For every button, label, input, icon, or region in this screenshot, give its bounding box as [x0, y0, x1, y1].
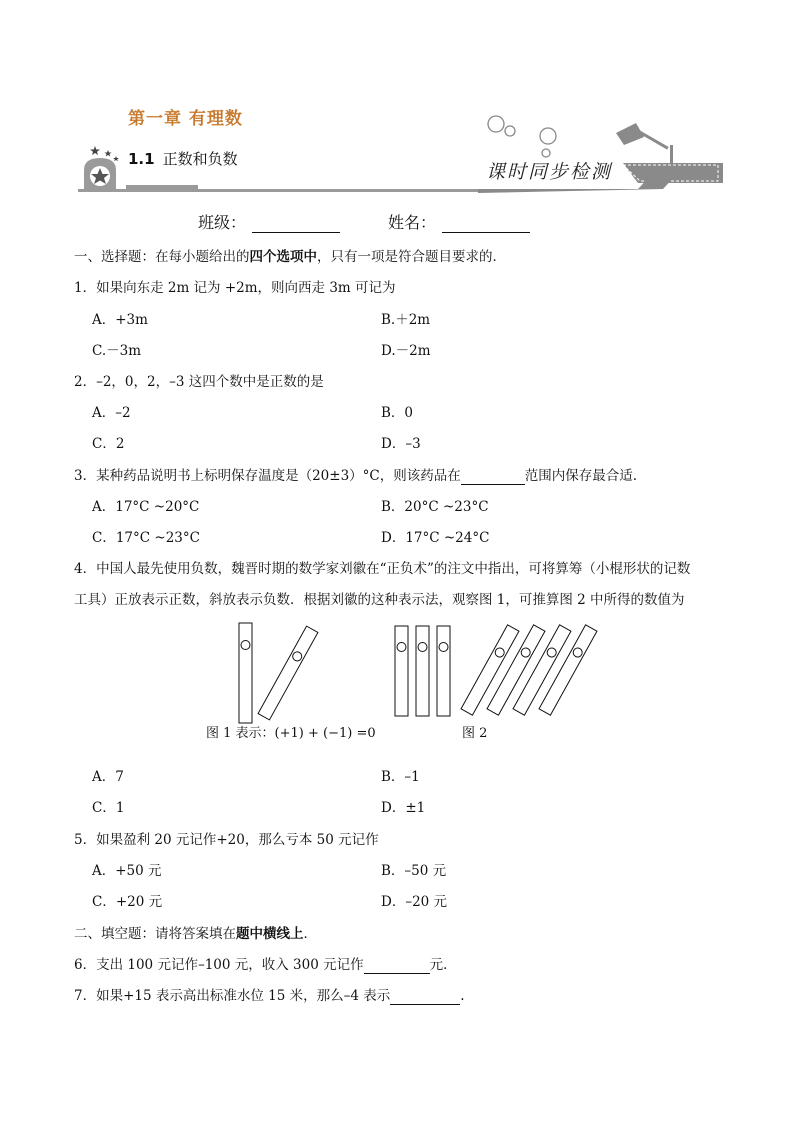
q5-option-b[interactable]: B．–50 元: [381, 863, 447, 879]
question-5-stem: 5．如果盈利 20 元记作+20，那么亏本 50 元记作: [74, 832, 379, 848]
q1-option-b[interactable]: B.＋2m: [381, 312, 431, 328]
name-blank[interactable]: [442, 216, 530, 233]
figure-2-caption: 图 2: [462, 726, 488, 741]
counting-rods-figure: [200, 618, 600, 724]
desk-lamp-icon: [616, 123, 684, 169]
q4-option-b[interactable]: B．–1: [381, 769, 420, 785]
name-label: 姓名：: [388, 213, 437, 232]
section-number: 1.1: [128, 150, 155, 168]
q1-option-a[interactable]: A．+3m: [92, 312, 148, 328]
fig2-slanted-rods: [461, 625, 597, 715]
q4-option-a[interactable]: A．7: [92, 769, 124, 785]
question-4-stem-line2: 工具）正放表示正数，斜放表示负数．根据刘徽的这种表示法，观察图 1，可推算图 2 中所得的数值为: [74, 592, 685, 608]
q4-option-c[interactable]: C．1: [92, 800, 125, 816]
q3-option-b[interactable]: B．20°C ~23°C: [381, 499, 489, 515]
section-title: 正数和负数: [162, 150, 238, 168]
question-4-stem-line1: 4．中国人最先使用负数，魏晋时期的数学家刘徽在“正负术”的注文中指出，可将算筹（小棍形状的记数: [74, 561, 691, 577]
q1-option-c[interactable]: C.－3m: [92, 343, 142, 359]
question-1-stem: 1．如果向东走 2m 记为 +2m，则向西走 3m 可记为: [74, 280, 396, 296]
figure-1-caption: 图 1 表示：(+1) + (−1) =0: [206, 726, 376, 741]
q5-option-a[interactable]: A．+50 元: [92, 863, 162, 879]
fig1-upright-rod: [239, 623, 252, 723]
banner-title: 课时同步检测: [486, 161, 613, 183]
q2-option-c[interactable]: C．2: [92, 436, 125, 452]
question-2-stem: 2．–2，0，2，–3 这四个数中是正数的是: [74, 374, 324, 390]
q3-option-d[interactable]: D．17°C ~24°C: [381, 530, 490, 546]
class-label: 班级：: [198, 213, 247, 232]
q3-blank[interactable]: [461, 470, 525, 485]
chapter-title: 第一章 有理数: [128, 109, 243, 129]
q1-option-d[interactable]: D.－2m: [381, 343, 431, 359]
name-field[interactable]: [388, 210, 530, 233]
fig1-slanted-rod: [258, 626, 318, 720]
bubbles-icon: [488, 116, 556, 157]
q4-option-d[interactable]: D．±1: [381, 800, 426, 816]
question-7: 7．如果+15 表示高出标准水位 15 米，那么–4 表示 .: [74, 988, 465, 1004]
class-blank[interactable]: [252, 216, 340, 233]
question-6: 6．支出 100 元记作–100 元，收入 300 元记作 元．: [74, 957, 457, 973]
part2-heading: 二、填空题：请将答案填在题中横线上．: [74, 926, 317, 942]
q2-option-d[interactable]: D．–3: [381, 436, 421, 452]
question-3-stem: 3．某种药品说明书上标明保存温度是（20±3）°C，则该药品在 范围内保存最合适.: [74, 468, 638, 484]
fig2-upright-rods: [395, 626, 450, 716]
part1-heading: 一、选择题：在每小题给出的四个选项中，只有一项是符合题目要求的．: [74, 249, 506, 265]
q2-option-a[interactable]: A．–2: [92, 405, 131, 421]
q3-option-a[interactable]: A．17°C ~20°C: [92, 499, 200, 515]
q5-option-d[interactable]: D．–20 元: [381, 894, 448, 910]
q7-blank[interactable]: [390, 990, 460, 1005]
q6-blank[interactable]: [364, 959, 430, 974]
q2-option-b[interactable]: B．0: [381, 405, 414, 421]
q5-option-c[interactable]: C．+20 元: [92, 894, 163, 910]
q3-option-c[interactable]: C．17°C ~23°C: [92, 530, 200, 546]
header-banner: [78, 115, 723, 205]
class-field[interactable]: [198, 210, 340, 233]
